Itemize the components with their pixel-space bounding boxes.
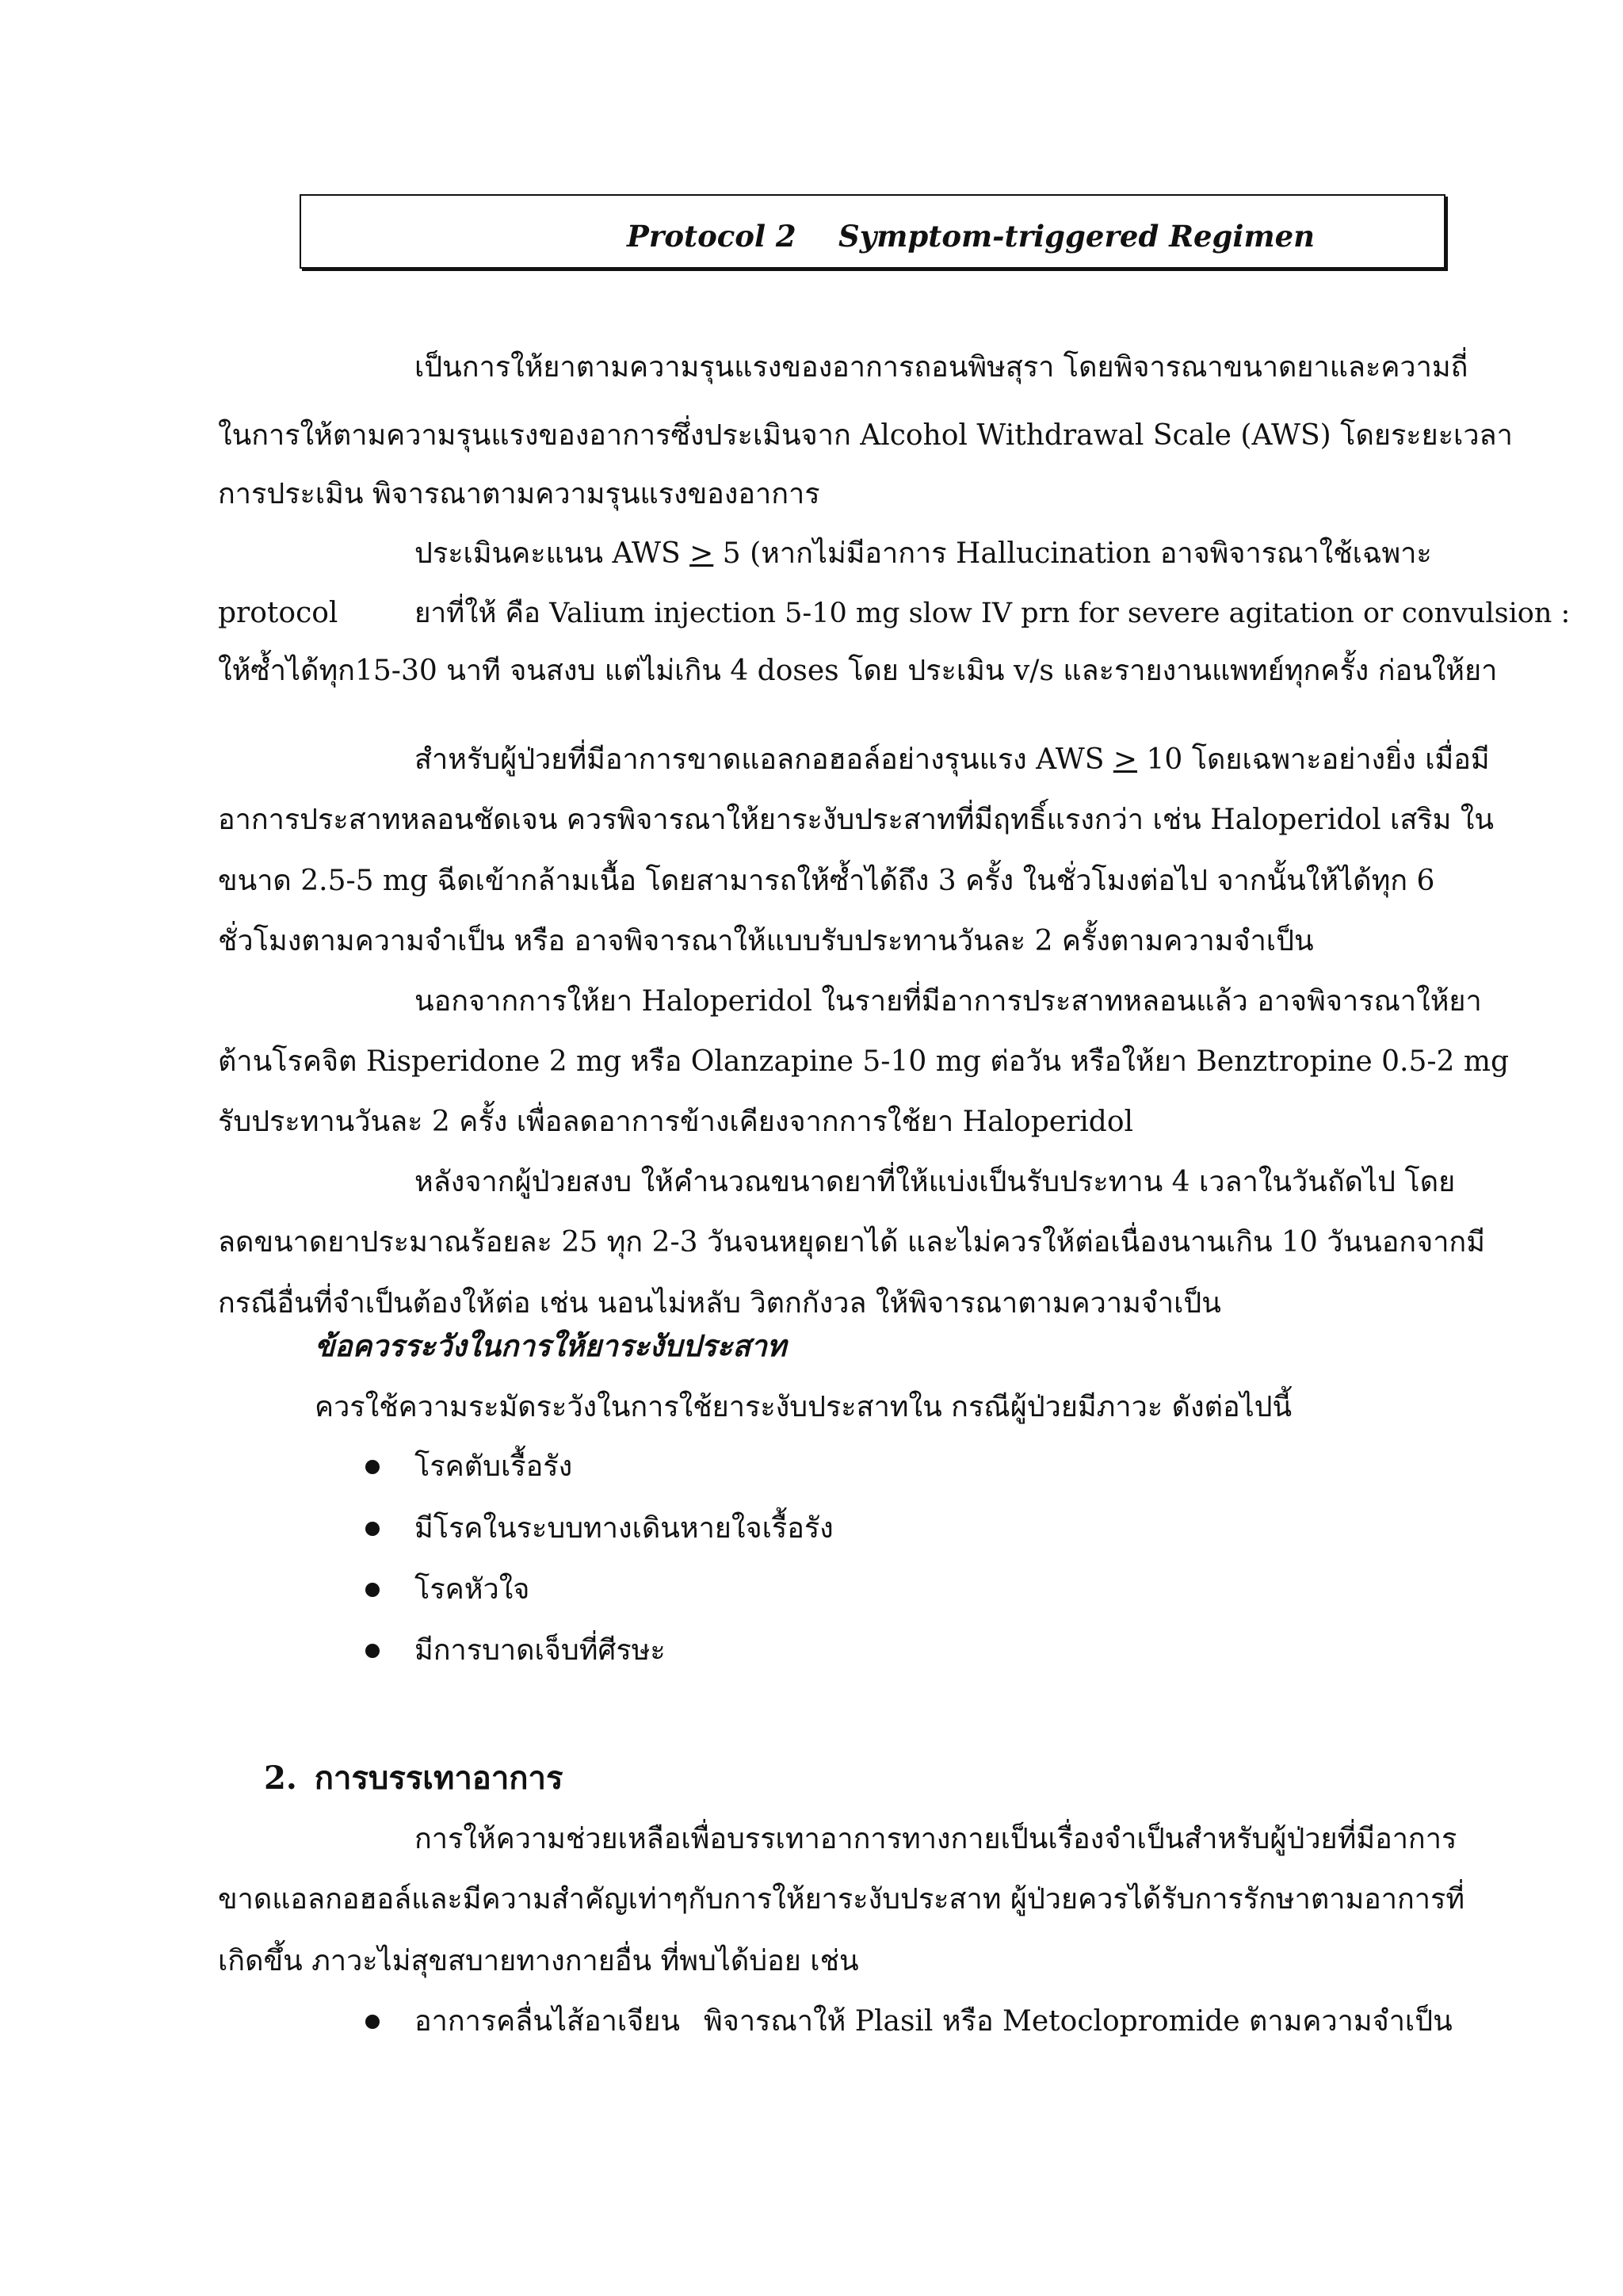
section-number: 2. bbox=[264, 1759, 297, 1797]
section-2-line-3: เกิดขึ้น ภาวะไม่สุขสบายทางกายอื่น ที่พบได้บ่อย เช่น bbox=[218, 1945, 859, 1977]
severe-line-3: ขนาด 2.5-5 mg ฉีดเข้ากล้ามเนื้อ โดยสามารถให้ซ้ำได้ถึง 3 ครั้ง ในชั่วโมงต่อไป จากนั้นให้ได้ทุก 6 bbox=[218, 865, 1435, 897]
besides-line-1: นอกจากการให้ยา Haloperidol ในรายที่มีอาการประสาทหลอนแล้ว อาจพิจารณาให้ยา bbox=[414, 985, 1482, 1018]
intro-line-3: การประเมิน พิจารณาตามความรุนแรงของอาการ bbox=[218, 478, 820, 510]
after-calm-line-2: ลดขนาดยาประมาณร้อยละ 25 ทุก 2-3 วันจนหยุดยาได้ และไม่ควรให้ต่อเนื่องนานเกิน 10 วันนอกจากมี bbox=[218, 1226, 1485, 1259]
assessment-line-2: ยาที่ให้ คือ Valium injection 5-10 mg slow IV prn for severe agitation or convulsion : bbox=[414, 598, 1571, 629]
bullet-icon bbox=[365, 1644, 380, 1658]
caution-intro: ควรใช้ความระมัดระวังในการใช้ยาระงับประสาทใน กรณีผู้ป่วยมีภาวะ ดังต่อไปนี้ bbox=[315, 1391, 1293, 1423]
besides-line-3: รับประทานวันละ 2 ครั้ง เพื่อลดอาการข้างเคียงจากการใช้ยา Haloperidol bbox=[218, 1106, 1134, 1138]
severe-line-1 bbox=[414, 741, 1490, 779]
severe-text-b: 10 โดยเฉพาะอย่างยิ่ง เมื่อมี bbox=[1137, 743, 1490, 776]
besides-line-2: ต้านโรคจิต Risperidone 2 mg หรือ Olanzapine 5-10 mg ต่อวัน หรือให้ยา Benztropine 0.5-2 mg bbox=[218, 1045, 1510, 1078]
severe-text-a: สำหรับผู้ป่วยที่มีอาการขาดแอลกอฮอล์อย่างรุนแรง AWS bbox=[414, 743, 1113, 776]
assessment-protocol-word: protocol bbox=[218, 597, 338, 629]
assessment-line-3: ให้ซ้ำได้ทุก15-30 นาที จนสงบ แต่ไม่เกิน 4 doses โดย ประเมิน v/s และรายงานแพทย์ทุกครั้ง ก่อนให้ยา bbox=[218, 655, 1498, 687]
caution-item: มีโรคในระบบทางเดินหายใจเรื้อรัง bbox=[414, 1512, 834, 1545]
severe-line-4: ชั่วโมงตามความจำเป็น หรือ อาจพิจารณาให้แบบรับประทานวันละ 2 ครั้งตามความจำเป็น bbox=[218, 925, 1314, 957]
bullet-icon bbox=[365, 1583, 380, 1597]
assessment-line-1 bbox=[414, 535, 1432, 573]
assessment-text-a: ประเมินคะแนน AWS bbox=[414, 537, 690, 570]
intro-line-2: ในการให้ตามความรุนแรงของอาการซึ่งประเมินจาก Alcohol Withdrawal Scale (AWS) โดยระยะเวลา bbox=[218, 419, 1513, 452]
after-calm-line-3: กรณีอื่นที่จำเป็นต้องให้ต่อ เช่น นอนไม่หลับ วิตกกังวล ให้พิจารณาตามความจำเป็น bbox=[218, 1287, 1221, 1320]
caution-item: มีการบาดเจ็บที่ศีรษะ bbox=[414, 1634, 666, 1667]
symptom-label: อาการคลื่นไส้อาเจียน bbox=[414, 2005, 680, 2038]
section-title: การบรรเทาอาการ bbox=[314, 1759, 563, 1797]
protocol-label: Protocol 2 bbox=[627, 219, 796, 254]
caution-item: โรคตับเรื้อรัง bbox=[414, 1450, 573, 1483]
section-2-heading bbox=[264, 1758, 563, 1799]
intro-line-1: เป็นการให้ยาตามความรุนแรงของอาการถอนพิษสุรา โดยพิจารณาขนาดยาและความถี่ bbox=[414, 351, 1468, 384]
greater-equal-symbol-2: > bbox=[1113, 743, 1137, 776]
caution-heading: ข้อควรระวังในการให้ยาระงับประสาท bbox=[315, 1328, 787, 1363]
bullet-icon bbox=[365, 1522, 380, 1536]
section-2-line-1: การให้ความช่วยเหลือเพื่อบรรเทาอาการทางกายเป็นเรื่องจำเป็นสำหรับผู้ป่วยที่มีอาการ bbox=[414, 1823, 1457, 1855]
after-calm-line-1: หลังจากผู้ป่วยสงบ ให้คำนวณขนาดยาที่ให้แบ่งเป็นรับประทาน 4 เวลาในวันถัดไป โดย bbox=[414, 1166, 1456, 1198]
bullet-icon bbox=[365, 2015, 380, 2029]
greater-equal-symbol: > bbox=[689, 537, 714, 570]
caution-item: โรคหัวใจ bbox=[414, 1573, 530, 1606]
symptom-treatment: พิจารณาให้ Plasil หรือ Metoclopromide ตามความจำเป็น bbox=[704, 2005, 1453, 2038]
section-2-line-2: ขาดแอลกอฮอล์และมีความสำคัญเท่าๆกับการให้ยาระงับประสาท ผู้ป่วยควรได้รับการรักษาตามอาการที่ bbox=[218, 1883, 1465, 1916]
assessment-text-b: 5 (หากไม่มีอาการ Hallucination อาจพิจารณาใช้เฉพาะ bbox=[713, 537, 1432, 570]
severe-line-2: อาการประสาทหลอนชัดเจน ควรพิจารณาให้ยาระงับประสาทที่มีฤทธิ์แรงกว่า เช่น Haloperidol เสริม ใน bbox=[218, 804, 1494, 836]
regimen-title: Symptom-triggered Regimen bbox=[838, 219, 1316, 254]
bullet-icon bbox=[365, 1460, 380, 1474]
